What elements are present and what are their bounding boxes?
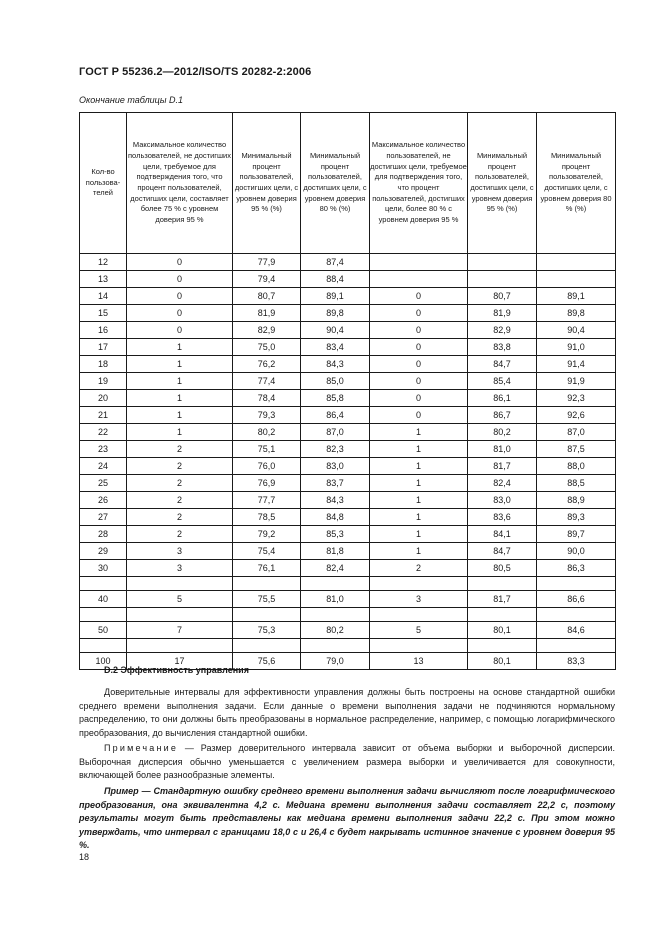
table-cell: 82,3 (301, 441, 370, 458)
table-cell: 81,8 (301, 543, 370, 560)
table-cell (127, 639, 233, 653)
table-cell: 1 (127, 356, 233, 373)
table-cell: 89,1 (301, 288, 370, 305)
table-cell: 2 (127, 492, 233, 509)
table-cell: 40 (80, 591, 127, 608)
table-row (80, 441, 616, 458)
table-cell (537, 254, 616, 271)
table-cell: 15 (80, 305, 127, 322)
table-cell: 82,4 (468, 475, 537, 492)
col-header-users: Кол-во пользова-телей (80, 113, 127, 254)
table-row (80, 475, 616, 492)
table-cell: 100 (80, 653, 127, 670)
table-row (80, 591, 616, 608)
table-cell: 77,4 (233, 373, 301, 390)
section-title: D.2 Эффективность управления (104, 665, 249, 675)
table-cell: 82,9 (468, 322, 537, 339)
table-cell: 5 (370, 622, 468, 639)
table-cell: 1 (370, 509, 468, 526)
table-cell: 0 (127, 305, 233, 322)
table-cell (301, 608, 370, 622)
table-row (80, 560, 616, 577)
table-cell: 3 (127, 560, 233, 577)
table-cell: 2 (370, 560, 468, 577)
table-cell: 21 (80, 407, 127, 424)
table-cell: 86,4 (301, 407, 370, 424)
table-cell: 0 (370, 305, 468, 322)
table-cell: 76,9 (233, 475, 301, 492)
table-cell (80, 608, 127, 622)
page-number: 18 (79, 852, 90, 862)
table-cell: 80,2 (301, 622, 370, 639)
table-cell: 89,7 (537, 526, 616, 543)
table-cell: 2 (127, 475, 233, 492)
table-row (80, 322, 616, 339)
table-cell: 87,0 (537, 424, 616, 441)
table-cell: 83,0 (301, 458, 370, 475)
table-cell: 88,4 (301, 271, 370, 288)
table-cell: 83,3 (537, 653, 616, 670)
table-cell: 1 (127, 339, 233, 356)
table-cell: 17 (80, 339, 127, 356)
table-cell: 23 (80, 441, 127, 458)
table-cell: 16 (80, 322, 127, 339)
table-cell (370, 254, 468, 271)
table-cell: 81,9 (468, 305, 537, 322)
table-cell (80, 577, 127, 591)
table-cell: 81,7 (468, 458, 537, 475)
table-cell: 1 (370, 441, 468, 458)
table-cell: 0 (370, 322, 468, 339)
table-cell: 84,8 (301, 509, 370, 526)
table-row (80, 356, 616, 373)
table-cell: 13 (370, 653, 468, 670)
table-cell: 77,7 (233, 492, 301, 509)
table-cell: 87,5 (537, 441, 616, 458)
table-cell: 81,9 (233, 305, 301, 322)
table-row (80, 639, 616, 653)
table-cell: 5 (127, 591, 233, 608)
table-cell (127, 608, 233, 622)
table-cell: 0 (127, 322, 233, 339)
table-row (80, 622, 616, 639)
table-cell (537, 608, 616, 622)
table-cell: 91,4 (537, 356, 616, 373)
table-cell: 90,4 (301, 322, 370, 339)
table-cell: 50 (80, 622, 127, 639)
table-cell: 30 (80, 560, 127, 577)
table-cell: 1 (127, 390, 233, 407)
table-cell: 91,0 (537, 339, 616, 356)
table-cell: 84,3 (301, 356, 370, 373)
table-cell: 2 (127, 441, 233, 458)
table-cell: 1 (370, 475, 468, 492)
table-cell: 90,4 (537, 322, 616, 339)
table-cell: 84,6 (537, 622, 616, 639)
table-cell: 82,9 (233, 322, 301, 339)
table-cell: 86,7 (468, 407, 537, 424)
table-cell: 81,0 (468, 441, 537, 458)
table-cell: 85,0 (301, 373, 370, 390)
table-body (80, 254, 616, 670)
table-cell (301, 639, 370, 653)
table-row (80, 254, 616, 271)
table-cell: 20 (80, 390, 127, 407)
table-cell: 80,1 (468, 653, 537, 670)
table-cell: 0 (127, 254, 233, 271)
table-cell (468, 577, 537, 591)
table-cell: 0 (370, 373, 468, 390)
table-cell: 88,5 (537, 475, 616, 492)
table-cell (370, 577, 468, 591)
table-row (80, 288, 616, 305)
table-row (80, 543, 616, 560)
table-cell: 76,2 (233, 356, 301, 373)
table-cell: 26 (80, 492, 127, 509)
table-cell: 0 (127, 288, 233, 305)
table-cell: 83,0 (468, 492, 537, 509)
table-cell: 75,4 (233, 543, 301, 560)
table-row (80, 424, 616, 441)
table-cell: 77,9 (233, 254, 301, 271)
table-cell: 87,4 (301, 254, 370, 271)
table-cell: 0 (370, 288, 468, 305)
table-cell: 1 (370, 526, 468, 543)
table-cell: 84,7 (468, 356, 537, 373)
table-cell: 1 (127, 407, 233, 424)
table-cell: 17 (127, 653, 233, 670)
table-cell (468, 271, 537, 288)
table-cell: 78,5 (233, 509, 301, 526)
table-cell: 7 (127, 622, 233, 639)
table-row (80, 271, 616, 288)
table-cell (468, 608, 537, 622)
table-cell: 89,8 (301, 305, 370, 322)
col-header-min-pct-95-b: Минимальный процент пользователей, достигших цели, с уровнем доверия 95 % (%) (468, 113, 537, 254)
table-header-row (80, 113, 616, 254)
table-cell: 92,3 (537, 390, 616, 407)
table-cell: 1 (370, 458, 468, 475)
table-cell: 80,7 (233, 288, 301, 305)
table-cell (80, 639, 127, 653)
table-cell: 75,3 (233, 622, 301, 639)
table-cell (233, 639, 301, 653)
table-cell: 90,0 (537, 543, 616, 560)
document-header: ГОСТ Р 55236.2—2012/ISO/TS 20282-2:2006 (79, 66, 312, 78)
table-cell: 86,6 (537, 591, 616, 608)
table-cell: 2 (127, 458, 233, 475)
table-cell: 81,0 (301, 591, 370, 608)
table-cell: 85,8 (301, 390, 370, 407)
table-cell: 80,2 (233, 424, 301, 441)
table-row (80, 407, 616, 424)
table-cell: 86,3 (537, 560, 616, 577)
note-paragraph (79, 742, 615, 783)
table-cell: 83,7 (301, 475, 370, 492)
table-cell (233, 608, 301, 622)
example-paragraph: Пример — Стандартную ошибку среднего времени выполнения задачи вычисляют после логарифмического преобразования, она эквивалентна 4,2 с. Медиана времени выполнения задачи составляет 22,2 с, поэтому результаты могут быть представлены как медиана времени выполнения задачи 22,2 с. При этом можно утверждать, что интервал с границами 18,0 с и 26,4 с будет накрывать истинное значение с уровнем доверия 95 %. (79, 786, 615, 851)
table-cell (370, 608, 468, 622)
table-cell: 85,4 (468, 373, 537, 390)
table-cell: 12 (80, 254, 127, 271)
table-cell: 79,0 (301, 653, 370, 670)
table-cell: 80,7 (468, 288, 537, 305)
table-row (80, 373, 616, 390)
col-header-max-failed-75: Максимальное количество пользователей, не достигших цели, требуемое для подтверждения того, что процент пользователей, достигших цели, составляет более 75 % с уровнем доверия 95 % (127, 113, 233, 254)
table-cell: 75,6 (233, 653, 301, 670)
table-cell: 25 (80, 475, 127, 492)
note-label: Примечание (104, 743, 179, 753)
table-cell: 87,0 (301, 424, 370, 441)
table-cell: 0 (370, 356, 468, 373)
table-cell: 13 (80, 271, 127, 288)
table-cell: 91,9 (537, 373, 616, 390)
table-cell: 78,4 (233, 390, 301, 407)
table-cell (127, 577, 233, 591)
col-header-max-failed-80: Максимальное количество пользователей, не достигших цели, требуемое для подтверждения того, что процент пользователей, достигших цели, более 80 % с уровнем доверия 95 % (370, 113, 468, 254)
table-cell: 79,2 (233, 526, 301, 543)
table-cell: 89,3 (537, 509, 616, 526)
table-cell: 0 (370, 390, 468, 407)
table-cell: 2 (127, 526, 233, 543)
table-row (80, 390, 616, 407)
table-cell (370, 639, 468, 653)
table-cell: 83,4 (301, 339, 370, 356)
table-row (80, 509, 616, 526)
table-cell: 88,0 (537, 458, 616, 475)
confidence-table (79, 112, 616, 670)
table-cell: 84,7 (468, 543, 537, 560)
table-cell: 1 (127, 373, 233, 390)
table-cell: 76,1 (233, 560, 301, 577)
table-cell: 85,3 (301, 526, 370, 543)
table-cell: 19 (80, 373, 127, 390)
table-cell: 18 (80, 356, 127, 373)
table-cell: 2 (127, 509, 233, 526)
table-cell: 0 (370, 407, 468, 424)
table-cell (537, 639, 616, 653)
table-cell: 80,2 (468, 424, 537, 441)
table-cell: 80,5 (468, 560, 537, 577)
table-cell (537, 271, 616, 288)
note-text: — Размер доверительного интервала зависит от объема выборки и выборочной дисперсии. Выборочная дисперсия обычно уменьшается с увеличением размера выборки и увеличивается для совокупности, включающей более разнообразные элементы. (79, 743, 615, 781)
table-cell: 3 (370, 591, 468, 608)
table-cell: 29 (80, 543, 127, 560)
table-cell: 76,0 (233, 458, 301, 475)
table-cell: 86,1 (468, 390, 537, 407)
table-cell (537, 577, 616, 591)
table-cell: 0 (370, 339, 468, 356)
table-cell: 22 (80, 424, 127, 441)
table-cell: 1 (370, 492, 468, 509)
table-cell: 75,1 (233, 441, 301, 458)
table-cell: 75,5 (233, 591, 301, 608)
table-cell: 0 (127, 271, 233, 288)
table-cell: 82,4 (301, 560, 370, 577)
table-cell (301, 577, 370, 591)
table-cell: 89,1 (537, 288, 616, 305)
table-cell: 83,6 (468, 509, 537, 526)
table-row (80, 608, 616, 622)
table-cell: 1 (370, 543, 468, 560)
table-row (80, 458, 616, 475)
table-cell: 84,3 (301, 492, 370, 509)
table-cell (370, 271, 468, 288)
col-header-min-pct-95-a: Минимальный процент пользователей, достигших цели, с уровнем доверия 95 % (%) (233, 113, 301, 254)
table-cell: 89,8 (537, 305, 616, 322)
table-cell (468, 254, 537, 271)
table-cell: 83,8 (468, 339, 537, 356)
col-header-min-pct-80-a: Минимальный процент пользователей, достигших цели, с уровнем доверия 80 % (%) (301, 113, 370, 254)
table-caption: Окончание таблицы D.1 (79, 95, 183, 105)
table-cell: 14 (80, 288, 127, 305)
table-cell: 84,1 (468, 526, 537, 543)
table-cell: 79,3 (233, 407, 301, 424)
table-cell: 92,6 (537, 407, 616, 424)
table-row (80, 305, 616, 322)
paragraph-confidence-intervals: Доверительные интервалы для эффективности управления должны быть построены на основе стандартной ошибки среднего времени выполнения задачи. Если данные о времени выполнения задачи не подчиняются нормальному распределению, то они должны быть преобразованы в нормальное распределение, например, с помощью логарифмического преобразования, до вычисления стандартной ошибки. (79, 687, 615, 738)
table-cell: 28 (80, 526, 127, 543)
table-cell: 3 (127, 543, 233, 560)
table-cell: 88,9 (537, 492, 616, 509)
table-cell: 81,7 (468, 591, 537, 608)
table-row (80, 577, 616, 591)
table-row (80, 526, 616, 543)
table-cell: 1 (370, 424, 468, 441)
col-header-min-pct-80-b: Минимальный процент пользователей, достигших цели, с уровнем доверия 80 % (%) (537, 113, 616, 254)
table-row (80, 492, 616, 509)
table-cell: 24 (80, 458, 127, 475)
table-cell: 75,0 (233, 339, 301, 356)
table-cell (468, 639, 537, 653)
table-cell: 79,4 (233, 271, 301, 288)
table-cell: 27 (80, 509, 127, 526)
table-cell: 1 (127, 424, 233, 441)
table-row (80, 339, 616, 356)
table-cell (233, 577, 301, 591)
table-cell: 80,1 (468, 622, 537, 639)
